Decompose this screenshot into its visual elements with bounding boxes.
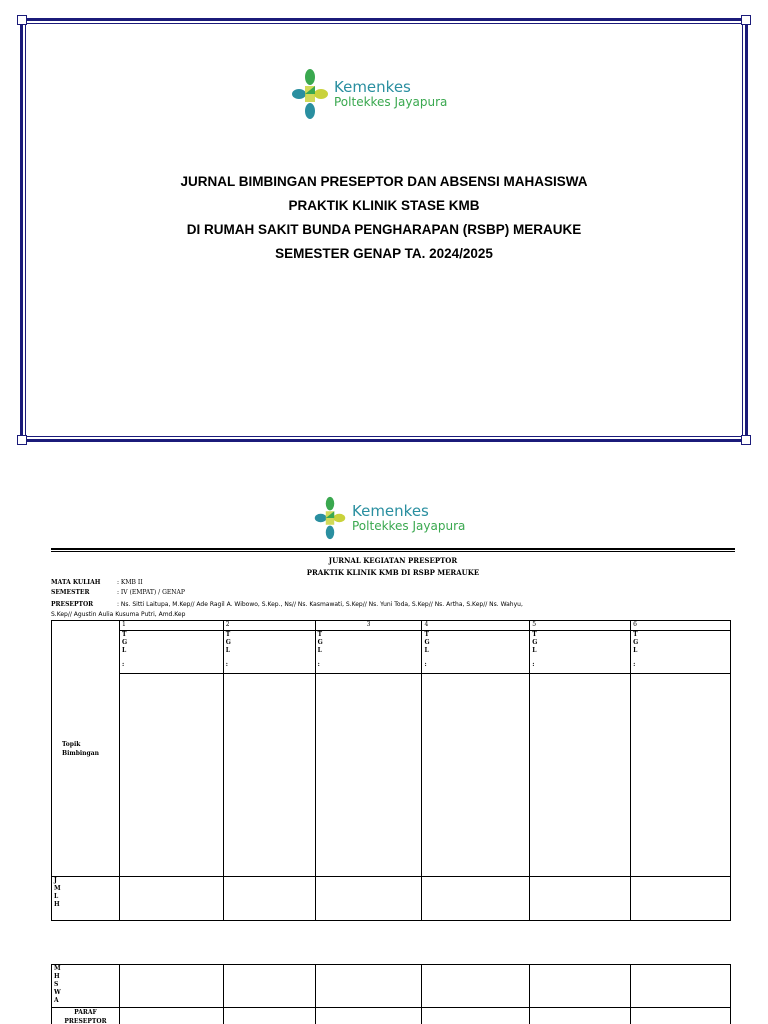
mahasiswa-label: M H S W A xyxy=(52,965,120,1008)
paraf-cell[interactable] xyxy=(119,1008,223,1024)
cover-title-line: DI RUMAH SAKIT BUNDA PENGHARAPAN (RSBP) MERAUKE xyxy=(186,222,582,237)
mata-kuliah-value: : KMB II xyxy=(117,579,143,586)
info-semester xyxy=(51,588,185,598)
tanggal-row xyxy=(52,631,731,674)
journal-heading-line1: JURNAL KEGIATAN PRESEPTOR xyxy=(328,556,458,565)
jumlah-cell[interactable] xyxy=(530,877,631,921)
topik-cell[interactable] xyxy=(422,674,530,877)
cover-title xyxy=(0,170,768,266)
tanggal-cell[interactable]: T G L : xyxy=(631,631,731,674)
tanggal-cell[interactable]: T G L : xyxy=(315,631,422,674)
info-mata-kuliah xyxy=(51,578,143,588)
logo-subname: Poltekkes Jayapura xyxy=(334,94,448,109)
mahasiswa-row xyxy=(52,965,731,1008)
logo-name: Kemenkes xyxy=(352,502,429,521)
tanggal-cell[interactable]: T G L : xyxy=(223,631,315,674)
column-number: 6 xyxy=(631,621,731,631)
topik-row xyxy=(52,674,731,877)
semester-label: SEMESTER xyxy=(51,589,90,596)
corner-mark xyxy=(17,15,27,25)
mahasiswa-cell[interactable] xyxy=(119,965,223,1008)
topik-cell[interactable] xyxy=(530,674,631,877)
topik-cell[interactable] xyxy=(631,674,731,877)
corner-mark xyxy=(17,435,27,445)
journal-table-continued xyxy=(51,964,731,1024)
topik-cell[interactable] xyxy=(315,674,422,877)
column-number-row xyxy=(52,621,731,631)
mahasiswa-cell[interactable] xyxy=(631,965,731,1008)
jumlah-cell[interactable] xyxy=(223,877,315,921)
paraf-cell[interactable] xyxy=(530,1008,631,1024)
logo-subname: Poltekkes Jayapura xyxy=(352,518,466,533)
cover-title-line: SEMESTER GENAP TA. 2024/2025 xyxy=(275,246,493,261)
journal-table xyxy=(51,620,731,921)
jumlah-cell[interactable] xyxy=(422,877,530,921)
cover-title-line: JURNAL BIMBINGAN PRESEPTOR DAN ABSENSI MAHASISWA xyxy=(180,174,588,189)
jumlah-label: J M L H xyxy=(52,877,120,921)
topik-cell[interactable] xyxy=(119,674,223,877)
preseptor-label: PRESEPTOR xyxy=(51,601,94,608)
column-number: 5 xyxy=(530,621,631,631)
topik-cell[interactable] xyxy=(223,674,315,877)
jumlah-row xyxy=(52,877,731,921)
semester-value: : IV (EMPAT) / GENAP xyxy=(117,589,185,596)
mahasiswa-cell[interactable] xyxy=(223,965,315,1008)
column-number: 3 xyxy=(315,621,422,631)
kemenkes-emblem-icon xyxy=(292,68,328,120)
paraf-cell[interactable] xyxy=(223,1008,315,1024)
column-number: 2 xyxy=(223,621,315,631)
corner-mark xyxy=(741,15,751,25)
logo-name: Kemenkes xyxy=(334,78,411,97)
tanggal-cell[interactable]: T G L : xyxy=(530,631,631,674)
mahasiswa-cell[interactable] xyxy=(530,965,631,1008)
header-rule xyxy=(51,548,735,550)
column-number: 4 xyxy=(422,621,530,631)
kemenkes-emblem-icon xyxy=(314,496,346,540)
mahasiswa-cell[interactable] xyxy=(422,965,530,1008)
tanggal-cell[interactable]: T G L : xyxy=(422,631,530,674)
jumlah-cell[interactable] xyxy=(119,877,223,921)
jumlah-cell[interactable] xyxy=(631,877,731,921)
preseptor-value: : Ns. Sitti Laitupa, M.Kep// Ade Ragil A. Wibowo, S.Kep., Ns// Ns. Kasmawati, S.Kep// Ns. Yuni Toda, S.Kep// Ns. Artha, S.Kep// Ns. Wahyu, xyxy=(117,601,523,608)
journal-heading xyxy=(51,555,735,579)
jumlah-cell[interactable] xyxy=(315,877,422,921)
mata-kuliah-label: MATA KULIAH xyxy=(51,579,101,586)
tanggal-cell[interactable]: T G L : xyxy=(119,631,223,674)
column-number: 1 xyxy=(119,621,223,631)
preseptor-value-cont: S.Kep// Agustin Aulia Kusuma Putri, Amd.Kep xyxy=(51,611,186,618)
paraf-cell[interactable] xyxy=(315,1008,422,1024)
paraf-cell[interactable] xyxy=(422,1008,530,1024)
mahasiswa-cell[interactable] xyxy=(315,965,422,1008)
info-preseptor xyxy=(51,600,735,610)
paraf-row xyxy=(52,1008,731,1024)
header-rule xyxy=(51,551,735,552)
journal-heading-line2: PRAKTIK KLINIK KMB DI RSBP MERAUKE xyxy=(306,568,480,577)
paraf-preseptor-label: PARAF PRESEPTOR xyxy=(52,1008,120,1024)
info-preseptor-cont xyxy=(51,610,185,620)
paraf-cell[interactable] xyxy=(631,1008,731,1024)
topik-bimbingan-label: Topik Bimbingan xyxy=(52,621,120,877)
cover-logo xyxy=(292,68,447,120)
corner-mark xyxy=(741,435,751,445)
journal-logo xyxy=(314,496,465,540)
cover-title-line: PRAKTIK KLINIK STASE KMB xyxy=(288,198,480,213)
